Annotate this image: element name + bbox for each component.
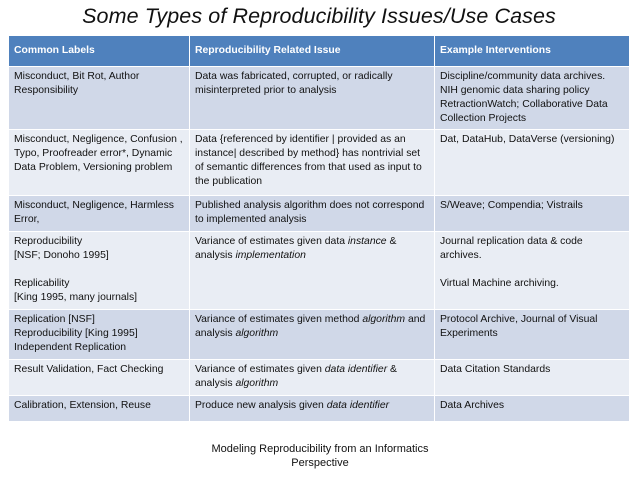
cell-common-labels: Calibration, Extension, Reuse — [9, 396, 190, 422]
issue-text: & analysis — [195, 236, 397, 261]
table-row — [9, 232, 630, 310]
cell-interventions: Protocol Archive, Journal of Visual Experiments — [435, 310, 630, 360]
cell-common-labels: Misconduct, Negligence, Confusion , Typo, Proofreader error*, Dynamic Data Problem, Versioning problem — [9, 130, 190, 196]
issue-text: Variance of estimates given method — [195, 314, 363, 325]
issue-text: Variance of estimates given data — [195, 236, 348, 247]
table-header-row — [9, 36, 630, 67]
cell-issue: Data {referenced by identifier | provided as an instance| described by method} has nontrivial set of semantic differences from that used as input to the publication — [190, 130, 435, 196]
cell-issue — [190, 310, 435, 360]
issue-emphasis: algorithm — [235, 328, 279, 339]
slide-footer — [195, 442, 445, 470]
footer-line: Perspective — [291, 457, 349, 469]
issue-emphasis: algorithm — [362, 314, 406, 325]
cell-interventions: Data Archives — [435, 396, 630, 422]
table-row — [9, 67, 630, 130]
cell-issue — [190, 232, 435, 310]
footer-line: Modeling Reproducibility from an Informatics — [211, 443, 429, 455]
table-row — [9, 360, 630, 396]
cell-issue — [190, 396, 435, 422]
slide-title: Some Types of Reproducibility Issues/Use Cases — [82, 4, 556, 28]
cell-interventions: Data Citation Standards — [435, 360, 630, 396]
issue-emphasis: instance — [347, 236, 387, 247]
issue-emphasis: data identifier — [326, 400, 390, 411]
cell-interventions: Dat, DataHub, DataVerse (versioning) — [435, 130, 630, 196]
issue-text: Produce new analysis given — [195, 400, 327, 411]
issue-text: and analysis — [195, 314, 426, 339]
cell-common-labels: Result Validation, Fact Checking — [9, 360, 190, 396]
header-common-labels: Common Labels — [9, 36, 190, 67]
cell-interventions: S/Weave; Compendia; Vistrails — [435, 196, 630, 232]
table-row — [9, 130, 630, 196]
cell-interventions: Discipline/community data archives. NIH genomic data sharing policy RetractionWatch; Collaborative Data Collection Projects — [435, 67, 630, 130]
table-row — [9, 396, 630, 422]
issue-emphasis: data identifier — [324, 364, 388, 375]
cell-common-labels: Misconduct, Negligence, Harmless Error, — [9, 196, 190, 232]
issue-emphasis: implementation — [235, 250, 306, 261]
table-row — [9, 196, 630, 232]
cell-interventions: Journal replication data & code archives. Virtual Machine archiving. — [435, 232, 630, 310]
use-case-table — [8, 35, 630, 422]
issue-text: & analysis — [195, 364, 397, 389]
cell-common-labels: Misconduct, Bit Rot, Author Responsibility — [9, 67, 190, 130]
issue-text: Variance of estimates given — [195, 364, 325, 375]
cell-common-labels: Replication [NSF] Reproducibility [King 1995] Independent Replication — [9, 310, 190, 360]
cell-issue — [190, 360, 435, 396]
cell-issue: Published analysis algorithm does not correspond to implemented analysis — [190, 196, 435, 232]
header-example-interventions: Example Interventions — [435, 36, 630, 67]
cell-common-labels: Reproducibility [NSF; Donoho 1995] Replicability [King 1995, many journals] — [9, 232, 190, 310]
header-reproducibility-issue: Reproducibility Related Issue — [190, 36, 435, 67]
cell-issue: Data was fabricated, corrupted, or radically misinterpreted prior to analysis — [190, 67, 435, 130]
issue-emphasis: algorithm — [235, 378, 279, 389]
table-row — [9, 310, 630, 360]
